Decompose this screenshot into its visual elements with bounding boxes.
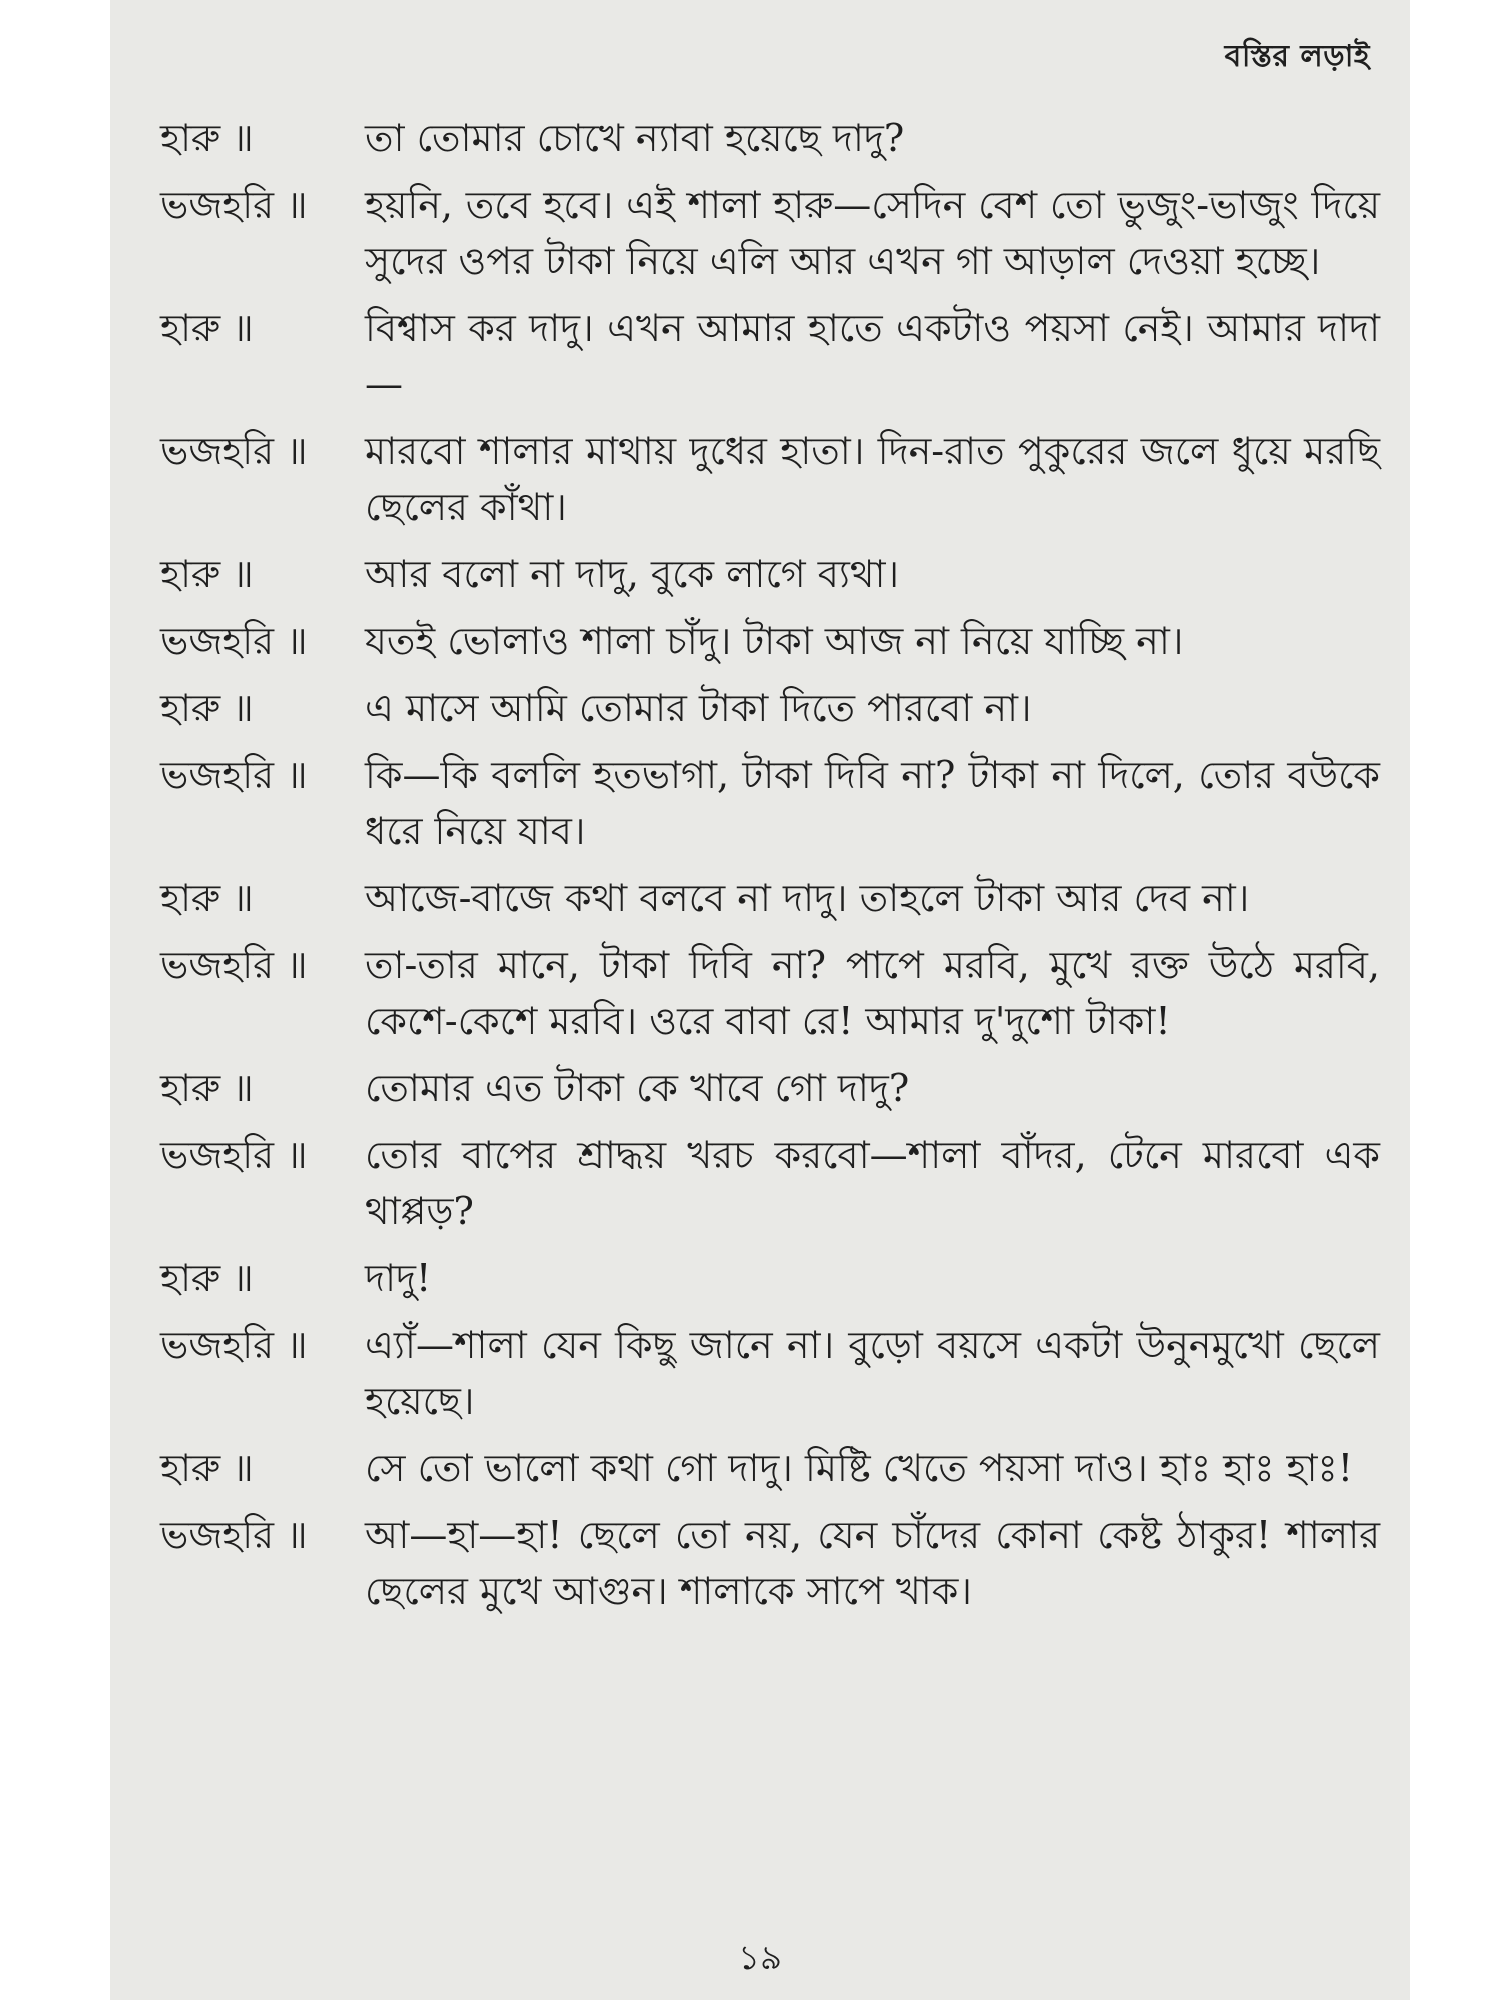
dialogue-line	[160, 177, 1380, 289]
dialogue-line	[160, 747, 1380, 859]
speech-text: তোমার এত টাকা কে খাবে গো দাদু?	[365, 1066, 910, 1110]
speaker-name: হারু ॥	[160, 116, 254, 160]
speech-text: আজে-বাজে কথা বলবে না দাদু। তাহলে টাকা আর দেব না।	[365, 876, 1250, 920]
speech-text: এ মাসে আমি তোমার টাকা দিতে পারবো না।	[365, 686, 1032, 730]
speaker-name: ভজহরি ॥	[160, 1323, 308, 1367]
speech-text: তা তোমার চোখে ন্যাবা হয়েছে দাদু?	[365, 116, 905, 160]
dialogue-line	[160, 613, 1380, 669]
dialogue-line	[160, 870, 1380, 926]
dialogue-line	[160, 680, 1380, 736]
dialogue-line	[160, 1317, 1380, 1429]
speaker-name: ভজহরি ॥	[160, 429, 308, 473]
dialogue-line	[160, 1250, 1380, 1306]
dialogue-line	[160, 1440, 1380, 1496]
dialogue-line	[160, 110, 1380, 166]
speech-text: মারবো শালার মাথায় দুধের হাতা। দিন-রাত পুকুরের জলে ধুয়ে মরছি ছেলের কাঁথা।	[365, 429, 1380, 529]
dialogue-line	[160, 937, 1380, 1049]
dialogue-line	[160, 546, 1380, 602]
speech-text: তোর বাপের শ্রাদ্ধয় খরচ করবো—শালা বাঁদর, টেনে মারবো এক থাপ্পড়?	[365, 1133, 1380, 1233]
speaker-name: ভজহরি ॥	[160, 1133, 308, 1177]
speaker-name: হারু ॥	[160, 1446, 254, 1490]
speech-text: দাদু!	[365, 1256, 432, 1300]
speaker-name: হারু ॥	[160, 306, 254, 350]
dialogue-line	[160, 1127, 1380, 1239]
speech-text: আর বলো না দাদু, বুকে লাগে ব্যথা।	[365, 552, 900, 596]
speaker-name: হারু ॥	[160, 686, 254, 730]
speech-text: কি—কি বললি হতভাগা, টাকা দিবি না? টাকা না দিলে, তোর বউকে ধরে নিয়ে যাব।	[365, 753, 1380, 853]
speaker-name: হারু ॥	[160, 1066, 254, 1110]
speech-text: যতই ভোলাও শালা চাঁদু। টাকা আজ না নিয়ে যাচ্ছি না।	[365, 619, 1184, 663]
book-page	[110, 0, 1410, 2000]
speaker-name: ভজহরি ॥	[160, 1513, 308, 1557]
speech-text: তা-তার মানে, টাকা দিবি না? পাপে মরবি, মুখে রক্ত উঠে মরবি, কেশে-কেশে মরবি। ওরে বাবা রে! আমার দু'দুশো টাকা!	[365, 943, 1380, 1043]
speaker-name: হারু ॥	[160, 876, 254, 920]
dialogue-line	[160, 423, 1380, 535]
dialogue-block	[160, 110, 1380, 1630]
speaker-name: ভজহরি ॥	[160, 619, 308, 663]
speaker-name: ভজহরি ॥	[160, 943, 308, 987]
speech-text: বিশ্বাস কর দাদু। এখন আমার হাতে একটাও পয়সা নেই। আমার দাদা—	[365, 306, 1380, 406]
dialogue-line	[160, 1507, 1380, 1619]
dialogue-line	[160, 300, 1380, 412]
speaker-name: ভজহরি ॥	[160, 753, 308, 797]
speech-text: এ্যাঁ—শালা যেন কিছু জানে না। বুড়ো বয়সে একটা উনুনমুখো ছেলে হয়েছে।	[365, 1323, 1380, 1423]
speech-text: হয়নি, তবে হবে। এই শালা হারু—সেদিন বেশ তো ভুজুং-ভাজুং দিয়ে সুদের ওপর টাকা নিয়ে এলি আর এখন গা আড়াল দেওয়া হচ্ছে।	[365, 183, 1380, 283]
dialogue-line	[160, 1060, 1380, 1116]
running-title: বস্তির লড়াই	[1224, 39, 1370, 74]
speech-text: সে তো ভালো কথা গো দাদু। মিষ্টি খেতে পয়সা দাও। হাঃ হাঃ হাঃ!	[365, 1446, 1354, 1490]
speaker-name: হারু ॥	[160, 552, 254, 596]
page-number: ১৯	[737, 1938, 783, 1978]
speaker-name: ভজহরি ॥	[160, 183, 308, 227]
speaker-name: হারু ॥	[160, 1256, 254, 1300]
speech-text: আ—হা—হা! ছেলে তো নয়, যেন চাঁদের কোনা কেষ্ট ঠাকুর! শালার ছেলের মুখে আগুন। শালাকে সাপে খাক।	[365, 1513, 1380, 1613]
